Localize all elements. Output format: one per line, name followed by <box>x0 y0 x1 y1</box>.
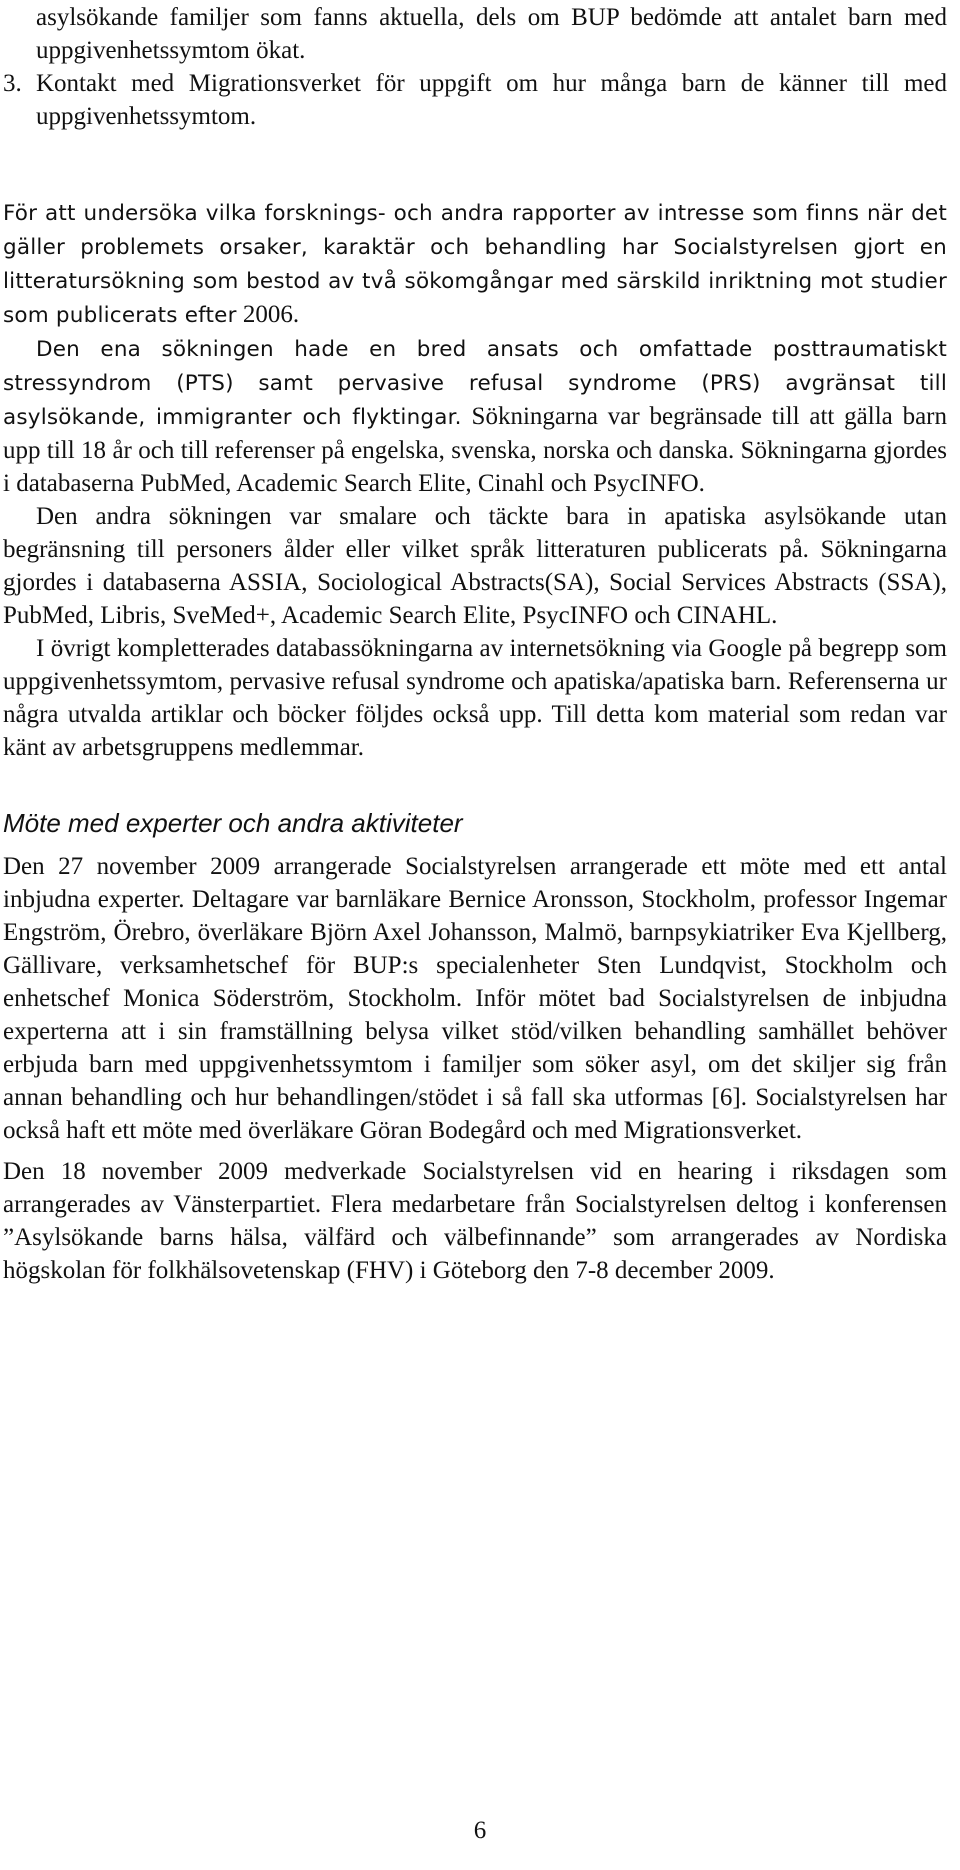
section-body <box>3 850 947 1287</box>
literature-paragraph-3: Den andra sökningen var smalare och täckte bara in apatiska asylsökande utan begränsning till personers ålder eller vilket språk litteraturen publicerats på. Sökningarna gjordes i databaserna ASSIA, Sociological Abstracts(SA), Social Services Abstracts (SSA), PubMed, Libris, SveMed+, Academic Search Elite, PsycINFO och CINAHL. <box>3 503 947 629</box>
section-paragraph-1: Den 27 november 2009 arrangerade Socialstyrelsen arrangerade ett möte med ett antal inbjudna experter. Deltagare var barnläkare Bernice Aronsson, Stockholm, professor Ingemar Engström, Örebro, överläkare Björn Axel Johansson, Malmö, barnpsykiatriker Eva Kjellberg, Gällivare, verksamhetschef för BUP:s specialenheter Sten Lundqvist, Stockholm och enhetschef Monica Söderström, Stockholm. Inför mötet bad Socialstyrelsen de inbjudna experterna att i sin framställning belysa vilket stöd/vilken behandling samhället behöver erbjuda barn med uppgivenhetssymtom i familjer som söker asyl, om det skiljer sig från annan behandling och hur behandlingen/stödet i så fall ska utformas [6]. Socialstyrelsen har också haft ett möte med överläkare Göran Bodegård och med Migrationsverket. <box>3 853 947 1144</box>
literature-search-section <box>3 196 947 764</box>
section-paragraph-2: Den 18 november 2009 medverkade Socialstyrelsen vid en hearing i riksdagen som arrangerades av Vänsterpartiet. Flera medarbetare från Socialstyrelsen deltog i konferensen ”Asylsökande barns hälsa, välfärd och välbefinnande” som arrangerades av Nordiska högskolan för folkhälsovetenskap (FHV) i Göteborg den 7-8 december 2009. <box>3 1158 947 1284</box>
numbered-list <box>3 67 947 133</box>
literature-paragraph-2 <box>3 332 947 500</box>
continued-list-text: asylsökande familjer som fanns aktuella, dels om BUP bedömde att antalet barn med uppgivenhetssymtom ökat. <box>36 4 947 64</box>
list-item-number: 3. <box>3 70 22 97</box>
literature-paragraph-4: I övrigt kompletterades databassökningarna av internetsökning via Google på begrepp som uppgivenhetssymtom, pervasive refusal syndrome och apatiska/apatiska barn. Referenserna ur några utvalda artiklar och böcker följdes också upp. Till detta kom material som redan var känt av arbetsgruppens medlemmar. <box>3 635 947 761</box>
literature-p1-sans-text: För att undersöka vilka forsknings- och andra rapporter av intresse som finns när det gäller problemets orsaker, karaktär och behandling har Socialstyrelsen gjort en litteratursökning som bestod av två sökomgångar med särskild inriktning mot studier som publicerats efter <box>3 201 947 328</box>
list-item-text: Kontakt med Migrationsverket för uppgift om hur många barn de känner till med uppgivenhetssymtom. <box>36 70 947 130</box>
list-item <box>3 67 947 133</box>
literature-p2-serif-text: Sökningarna var begränsade till att gälla barn upp till 18 år och till referenser på engelska, svenska, norska och danska. Sökningarna gjordes i databaserna PubMed, Academic Search Elite, Cinahl och PsycINFO. <box>3 403 947 497</box>
literature-p1-tail: 2006. <box>236 301 300 328</box>
literature-paragraph-1 <box>3 196 947 332</box>
section-heading: Möte med experter och andra aktiviteter <box>3 808 463 838</box>
literature-p2-sans-text: Den ena sökningen hade en bred ansats och omfattade posttraumatiskt stressyndrom (PTS) samt pervasive refusal syndrome (PRS) avgränsat till asylsökande, immigranter och flyktingar. <box>3 337 947 430</box>
page-number: 6 <box>473 1817 487 1844</box>
